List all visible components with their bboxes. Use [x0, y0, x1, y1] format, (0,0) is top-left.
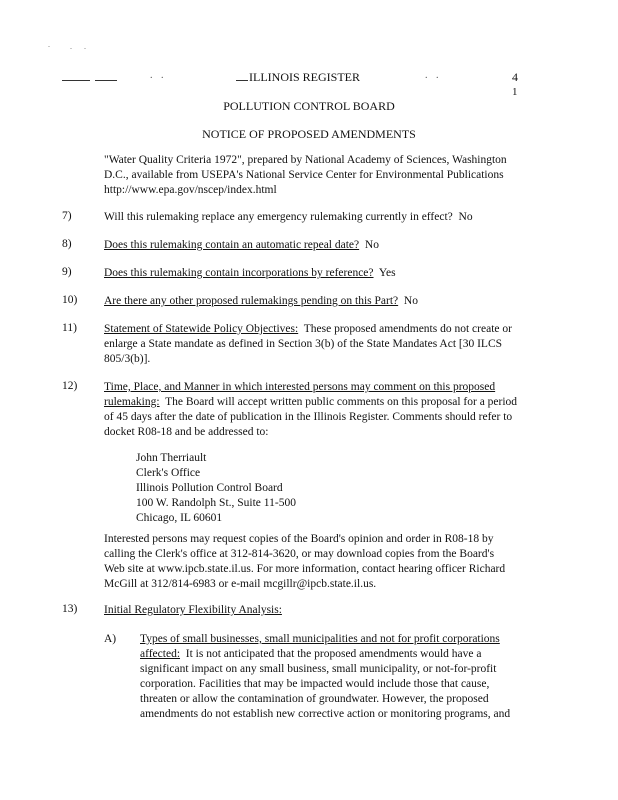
address-name: John Therriault: [136, 452, 207, 464]
reference-block: [104, 153, 544, 198]
sub-text: amendments do not establish new corrective action or monitoring programs, and: [140, 708, 511, 720]
item-8: [104, 238, 524, 253]
scan-speck: .: [70, 42, 72, 51]
sub-mark: 1: [512, 86, 518, 98]
item-heading: Time, Place, and Manner in which interested persons may comment on this proposed: [104, 381, 496, 393]
item-text: The Board will accept written public comments on this proposal for a period: [165, 396, 518, 408]
item-question: Does this rulemaking contain incorporations by reference?: [104, 267, 374, 279]
header-rule: [236, 80, 248, 81]
item-number: 10): [62, 294, 78, 306]
address-block: [136, 451, 436, 526]
register-title: ILLINOIS REGISTER: [249, 70, 360, 84]
item-text: enlarge a State mandate as defined in Section 3(b) of the State Mandates Act [30 ILCS: [104, 338, 503, 350]
item-number: 7): [62, 210, 72, 222]
scan-speck: .: [48, 40, 50, 49]
copies-line: Interested persons may request copies of the Board's opinion and order in R08-18 by: [104, 533, 494, 545]
item-text: of 45 days after the date of publication in the Illinois Register. Comments should refer to: [104, 411, 513, 423]
item-answer: No: [364, 239, 379, 251]
copies-line: Web site at www.ipcb.state.il.us. For more information, contact hearing officer Richard: [104, 563, 506, 575]
item-answer: No: [403, 295, 418, 307]
item-answer: No: [458, 211, 473, 223]
item-9: [104, 266, 524, 281]
board-title: POLLUTION CONTROL BOARD: [223, 99, 395, 113]
header-dots: . .: [150, 70, 167, 81]
header-rule: [95, 80, 117, 81]
item-10: [104, 294, 524, 309]
sub-heading: Types of small businesses, small municipalities and not for profit corporations: [140, 633, 500, 645]
sub-text: corporation. Facilities that may be impacted would include those that cause,: [140, 678, 490, 690]
reference-line: D.C., available from USEPA's National Service Center for Environmental Publications: [104, 169, 504, 181]
address-office: Clerk's Office: [136, 467, 201, 479]
notice-title: NOTICE OF PROPOSED AMENDMENTS: [202, 127, 416, 141]
item-11: [104, 322, 544, 367]
copies-paragraph: [104, 532, 544, 592]
page-number: 4: [512, 70, 518, 84]
reference-url: http://www.epa.gov/nscep/index.html: [104, 184, 277, 196]
sub-text: It is not anticipated that the proposed amendments would have a: [185, 648, 482, 660]
item-number: 12): [62, 380, 78, 392]
header-dots: . .: [425, 70, 442, 81]
address-city: Chicago, IL 60601: [136, 512, 223, 524]
item-12: [104, 380, 544, 440]
sub-heading: affected:: [140, 648, 181, 660]
item-heading: rulemaking:: [104, 396, 160, 408]
item-7: [104, 210, 544, 225]
item-question: Will this rulemaking replace any emergency rulemaking currently in effect?: [104, 211, 453, 223]
item-13: [104, 603, 524, 618]
item-text: docket R08-18 and be addressed to:: [104, 426, 269, 438]
scan-speck: .: [84, 42, 86, 51]
item-text: 805/3(b)].: [104, 353, 151, 365]
item-heading: Statement of Statewide Policy Objectives:: [104, 323, 299, 335]
sub-text: threaten or allow the contamination of groundwater. However, the proposed: [140, 693, 489, 705]
copies-line: McGill at 312/814-6983 or e-mail mcgillr@ipcb.state.il.us.: [104, 578, 377, 590]
sub-a: [140, 632, 540, 722]
sub-text: significant impact on any small business, small municipality, or not-for-profit: [140, 663, 497, 675]
item-number: 11): [62, 322, 77, 334]
item-number: 9): [62, 266, 72, 278]
address-org: Illinois Pollution Control Board: [136, 482, 283, 494]
item-number: 13): [62, 603, 78, 615]
item-text: These proposed amendments do not create or: [303, 323, 512, 335]
address-street: 100 W. Randolph St., Suite 11-500: [136, 497, 296, 509]
item-heading: Initial Regulatory Flexibility Analysis:: [104, 604, 282, 616]
item-question: Does this rulemaking contain an automatic repeal date?: [104, 239, 360, 251]
copies-line: calling the Clerk's office at 312-814-3620, or may download copies from the Board's: [104, 548, 495, 560]
item-question: Are there any other proposed rulemakings pending on this Part?: [104, 295, 399, 307]
item-answer: Yes: [378, 267, 396, 279]
header-rule: [62, 80, 90, 81]
sub-label: A): [104, 633, 117, 645]
item-number: 8): [62, 238, 72, 250]
reference-line: "Water Quality Criteria 1972", prepared by National Academy of Sciences, Washington: [104, 154, 507, 166]
